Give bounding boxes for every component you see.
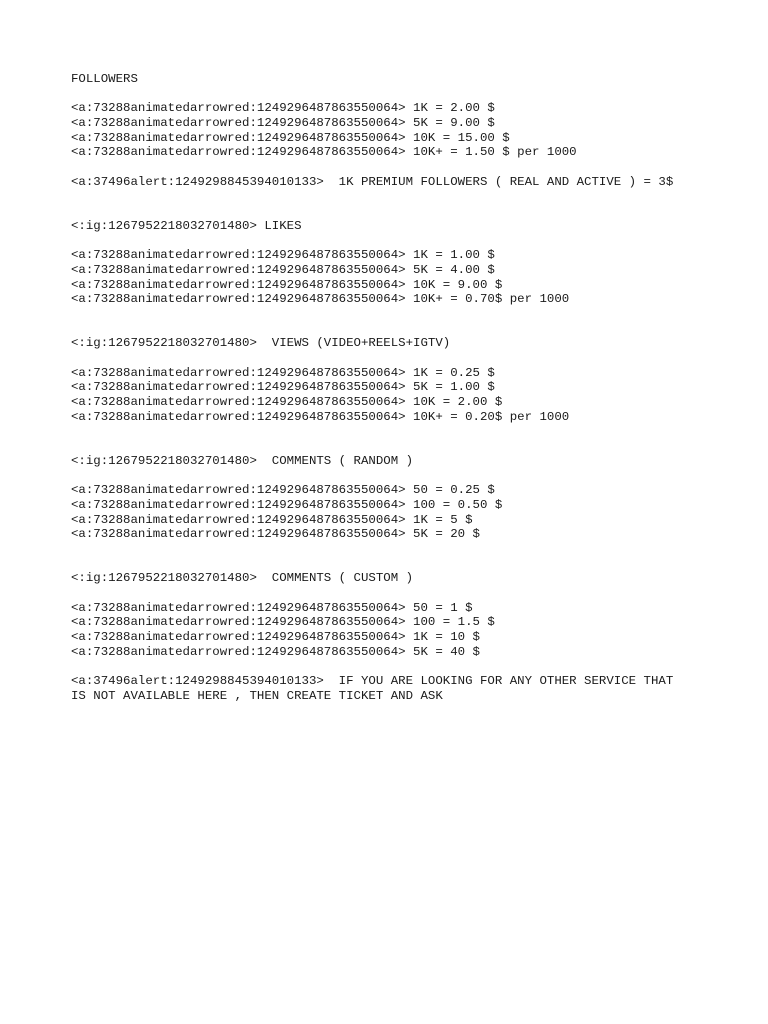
likes-price-line: <a:73288animatedarrowred:1249296487863550064> 10K+ = 0.70$ per 1000 (71, 292, 570, 307)
comments-custom-price-line: <a:73288animatedarrowred:1249296487863550064> 1K = 10 $ (71, 630, 480, 645)
spacer (71, 87, 711, 102)
comments-custom-heading: <:ig:1267952218032701480> COMMENTS ( CUSTOM ) (71, 571, 414, 586)
comments-custom-price-line: <a:73288animatedarrowred:1249296487863550064> 50 = 1 $ (71, 600, 473, 615)
spacer (71, 204, 711, 219)
likes-price-line: <a:73288animatedarrowred:1249296487863550064> 10K = 9.00 $ (71, 277, 503, 292)
comments-random-price-line: <a:73288animatedarrowred:1249296487863550064> 50 = 0.25 $ (71, 483, 495, 498)
views-price-line: <a:73288animatedarrowred:1249296487863550064> 1K = 0.25 $ (71, 365, 495, 380)
views-price-line: <a:73288animatedarrowred:1249296487863550064> 5K = 1.00 $ (71, 380, 495, 395)
followers-price-line: <a:73288animatedarrowred:1249296487863550064> 1K = 2.00 $ (71, 101, 495, 116)
comments-random-heading: <:ig:1267952218032701480> COMMENTS ( RANDOM ) (71, 453, 414, 468)
spacer (71, 542, 711, 557)
followers-price-line: <a:73288animatedarrowred:1249296487863550064> 10K+ = 1.50 $ per 1000 (71, 145, 577, 160)
spacer (71, 469, 711, 484)
likes-price-line: <a:73288animatedarrowred:1249296487863550064> 1K = 1.00 $ (71, 248, 495, 263)
spacer (71, 322, 711, 337)
spacer (71, 439, 711, 454)
comments-random-price-line: <a:73288animatedarrowred:1249296487863550064> 5K = 20 $ (71, 527, 480, 542)
comments-custom-price-line: <a:73288animatedarrowred:1249296487863550064> 5K = 40 $ (71, 644, 480, 659)
followers-price-line: <a:73288animatedarrowred:1249296487863550064> 10K = 15.00 $ (71, 130, 510, 145)
spacer (71, 307, 711, 322)
spacer (71, 351, 711, 366)
followers-price-line: <a:73288animatedarrowred:1249296487863550064> 5K = 9.00 $ (71, 116, 495, 131)
spacer (71, 557, 711, 572)
spacer (71, 586, 711, 601)
other-service-note: <a:37496alert:1249298845394010133> IF YOU ARE LOOKING FOR ANY OTHER SERVICE THAT IS NOT AVAILABLE HERE , THEN CREATE TICKET AND ASK (71, 674, 681, 703)
premium-followers-note: <a:37496alert:1249298845394010133> 1K PREMIUM FOLLOWERS ( REAL AND ACTIVE ) = 3$ (71, 174, 674, 189)
followers-heading: FOLLOWERS (71, 72, 138, 86)
views-price-line: <a:73288animatedarrowred:1249296487863550064> 10K+ = 0.20$ per 1000 (71, 409, 570, 424)
views-price-line: <a:73288animatedarrowred:1249296487863550064> 10K = 2.00 $ (71, 395, 503, 410)
comments-random-price-line: <a:73288animatedarrowred:1249296487863550064> 1K = 5 $ (71, 512, 473, 527)
spacer (71, 190, 711, 205)
comments-random-price-line: <a:73288animatedarrowred:1249296487863550064> 100 = 0.50 $ (71, 497, 503, 512)
spacer (71, 160, 711, 175)
comments-custom-price-line: <a:73288animatedarrowred:1249296487863550064> 100 = 1.5 $ (71, 615, 495, 630)
spacer (71, 660, 711, 675)
spacer (71, 234, 711, 249)
likes-heading: <:ig:1267952218032701480> LIKES (71, 218, 302, 233)
spacer (71, 425, 711, 440)
likes-price-line: <a:73288animatedarrowred:1249296487863550064> 5K = 4.00 $ (71, 262, 495, 277)
views-heading: <:ig:1267952218032701480> VIEWS (VIDEO+REELS+IGTV) (71, 336, 451, 351)
document-body (71, 72, 711, 704)
